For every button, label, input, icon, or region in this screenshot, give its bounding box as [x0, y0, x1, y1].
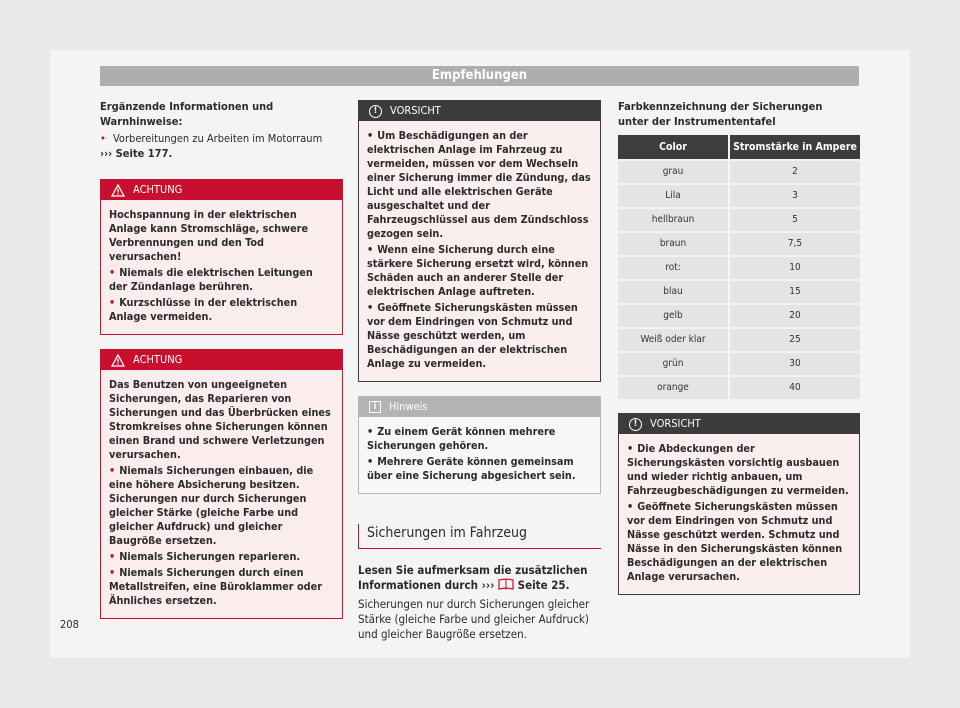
note-item	[367, 425, 592, 453]
caution-item	[627, 442, 851, 498]
intro-item	[100, 132, 343, 147]
caution-item-text: Um Beschädigungen an der elektrischen Anlage im Fahrzeug zu vermeiden, müssen vor dem Wechseln einer Sicherung immer die Zündung, das Licht und alle elektrischen Geräte ausgeschaltet und der Fahrzeugschlüssel aus dem Zündschloss gezogen sein.	[367, 129, 591, 240]
warning-item	[109, 566, 334, 608]
caution-item-text: Geöffnete Sicherungskästen müssen vor dem Eindringen von Schmutz und Nässe geschützt werden, um Beschädigungen an der elektrischen Anlage zu vermeiden.	[367, 301, 578, 370]
caution-label: VORSICHT	[650, 417, 701, 430]
table-cell-color: gelb	[618, 305, 728, 327]
column-left	[100, 100, 343, 619]
note-box-header	[359, 397, 600, 417]
table-row	[618, 233, 860, 255]
table-header-color: Color	[618, 135, 728, 159]
warning-label: ACHTUNG	[133, 353, 183, 366]
note-item-text: Zu einem Gerät können mehrere Sicherungen gehören.	[367, 425, 556, 452]
caution-box-header	[359, 101, 600, 121]
table-cell-ampere: 20	[728, 305, 860, 327]
note-box	[358, 396, 601, 494]
caution-item	[367, 129, 592, 241]
table-cell-color: hellbraun	[618, 209, 728, 231]
warning-item-text: Niemals Sicherungen durch einen Metallstreifen, eine Büroklammer oder Ähnliches ersetzen.	[109, 566, 322, 607]
table-cell-ampere: 2	[728, 161, 860, 183]
warning-item	[109, 550, 334, 564]
caution-item-text: Wenn eine Sicherung durch eine stärkere Sicherung ersetzt wird, können Schäden auch an anderer Stelle der elektrischen Anlage auftreten.	[367, 243, 589, 298]
note-item	[367, 455, 592, 483]
warning-box-header	[101, 180, 342, 200]
table-cell-ampere: 10	[728, 257, 860, 279]
table-row	[618, 257, 860, 279]
table-cell-ampere: 25	[728, 329, 860, 351]
caution-item	[367, 243, 592, 299]
table-row	[618, 353, 860, 375]
warning-item-text: Kurzschlüsse in der elektrischen Anlage vermeiden.	[109, 296, 298, 323]
column-middle	[358, 100, 601, 642]
caution-box-electrical	[358, 100, 601, 382]
warning-triangle-icon	[111, 354, 125, 367]
caution-box-body	[359, 121, 600, 381]
note-box-body	[359, 417, 600, 493]
intro-reference[interactable]: ››› Seite 177.	[100, 146, 173, 160]
section-title: Sicherungen im Fahrzeug	[358, 524, 601, 549]
caution-box-covers	[618, 413, 860, 595]
caution-item	[627, 500, 851, 584]
table-row	[618, 281, 860, 303]
caution-item-text: Geöffnete Sicherungskästen müssen vor dem Eindringen von Schmutz und Nässe geschützt werden. Schmutz und Nässe in den Sicherungskästen können Beschädigungen an der elektrischen Anlage verursachen.	[627, 500, 843, 583]
caution-circle-icon: !	[629, 418, 642, 431]
table-header-ampere: Stromstärke in Ampere	[728, 135, 860, 159]
warning-item	[109, 296, 334, 324]
table-row	[618, 329, 860, 351]
caution-box-header	[619, 414, 859, 434]
warning-box-body	[101, 370, 342, 618]
warning-item-text: Niemals Sicherungen einbauen, die eine höhere Absicherung besitzen. Sicherungen nur durch Sicherungen gleicher Stärke (gleiche Farbe und gleicher Aufdruck) und gleicher Baugröße ersetzen.	[109, 464, 314, 547]
caution-item-text: Die Abdeckungen der Sicherungskästen vorsichtig ausbauen und wieder richtig anbauen, um Fahrzeugbeschädigungen zu vermeiden.	[627, 442, 849, 497]
note-item-text: Mehrere Geräte können gemeinsam über eine Sicherung abgesichert sein.	[367, 455, 576, 482]
table-cell-color: grün	[618, 353, 728, 375]
warning-box-body	[101, 200, 342, 334]
warning-item	[109, 464, 334, 548]
table-row	[618, 185, 860, 207]
fuse-color-table	[618, 133, 860, 401]
intro-reference-text[interactable]: ››› Seite 177	[100, 146, 169, 160]
intro-item-text: Vorbereitungen zu Arbeiten im Motorraum	[113, 132, 323, 145]
info-icon: i	[369, 401, 381, 413]
warning-box-high-voltage	[100, 179, 343, 335]
book-reference-icon	[498, 578, 514, 590]
warning-item-text: Niemals Sicherungen reparieren.	[119, 550, 301, 563]
table-cell-color: braun	[618, 233, 728, 255]
caution-box-body	[619, 434, 859, 594]
table-cell-color: orange	[618, 377, 728, 399]
table-cell-color: blau	[618, 281, 728, 303]
section-lead-reference[interactable]: Seite 25	[517, 578, 566, 592]
note-label: Hinweis	[389, 400, 428, 413]
warning-box-fuses	[100, 349, 343, 619]
section-body: Sicherungen nur durch Sicherungen gleicher Stärke (gleiche Farbe und gleicher Aufdruck) und gleicher Baugröße ersetzen.	[358, 597, 590, 641]
warning-triangle-icon	[111, 184, 125, 197]
section-lead: Lesen Sie aufmerksam die zusätzlichen Informationen durch ››› Seite 25.	[358, 563, 588, 592]
table-cell-ampere: 15	[728, 281, 860, 303]
table-cell-color: Lila	[618, 185, 728, 207]
warning-text: Das Benutzen von ungeeigneten Sicherungen, das Reparieren von Sicherungen und das Überbrücken eines Stromkreises ohne Sicherungen können einen Brand und schwere Verletzungen verursachen.	[109, 378, 331, 461]
table-cell-ampere: 30	[728, 353, 860, 375]
table-cell-ampere: 3	[728, 185, 860, 207]
table-cell-color: grau	[618, 161, 728, 183]
table-header-row	[618, 135, 860, 159]
warning-label: ACHTUNG	[133, 183, 183, 196]
table-row	[618, 305, 860, 327]
caution-circle-icon: !	[369, 105, 382, 118]
intro-heading: Ergänzende Informationen und Warnhinweise:	[100, 100, 274, 128]
table-row	[618, 377, 860, 399]
table-cell-ampere: 40	[728, 377, 860, 399]
page-number: 208	[60, 618, 79, 631]
table-cell-ampere: 7,5	[728, 233, 860, 255]
table-cell-color: Weiß oder klar	[618, 329, 728, 351]
table-cell-ampere: 5	[728, 209, 860, 231]
caution-label: VORSICHT	[390, 104, 441, 117]
table-cell-color: rot:	[618, 257, 728, 279]
caution-item	[367, 301, 592, 371]
table-row	[618, 209, 860, 231]
warning-box-header	[101, 350, 342, 370]
warning-item-text: Niemals die elektrischen Leitungen der Zündanlage berühren.	[109, 266, 313, 293]
page-header: Empfehlungen	[100, 66, 859, 86]
table-row	[618, 161, 860, 183]
table-heading: Farbkennzeichnung der Sicherungen unter der Instrumententafel	[618, 100, 823, 128]
column-right	[618, 100, 860, 595]
section-lead-text: Lesen Sie aufmerksam die zusätzlichen Informationen durch ›››	[358, 563, 588, 592]
warning-item	[109, 266, 334, 294]
warning-text: Hochspannung in der elektrischen Anlage kann Stromschläge, schwere Verbrennungen und den Tod verursachen!	[109, 208, 309, 263]
